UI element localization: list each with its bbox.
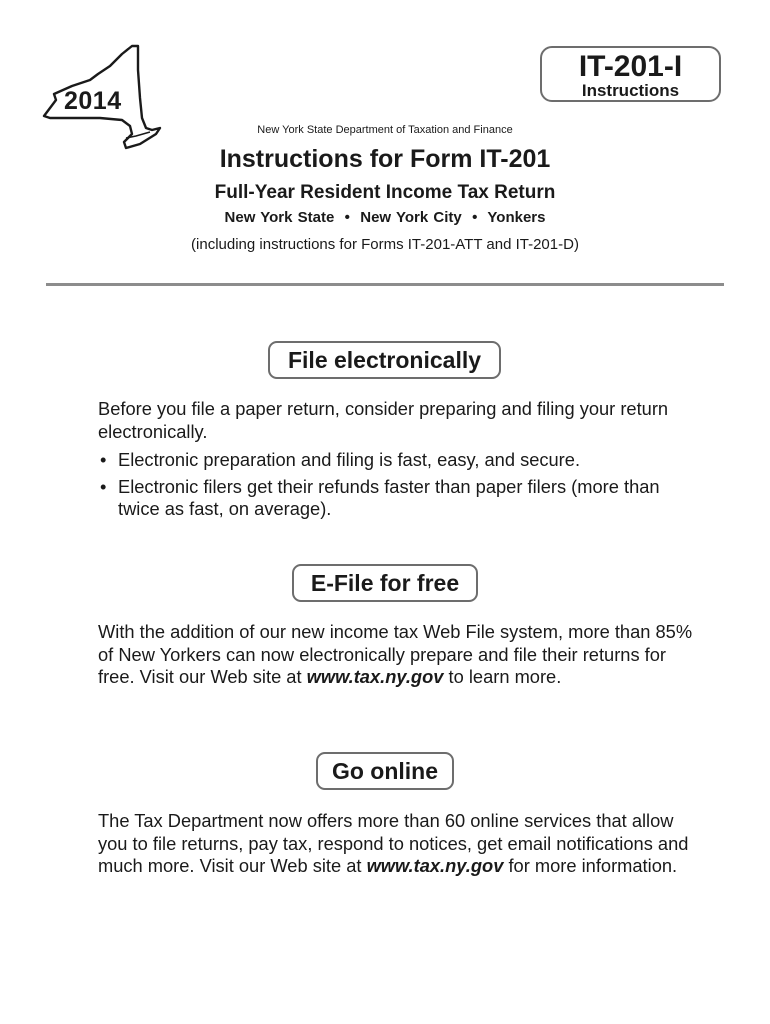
section-heading-file-electronically: File electronically [268, 341, 501, 379]
e-file-text: With the addition of our new income tax Web File system, more than 85% of New Yorkers can now electronically prepare and file their returns for free. Visit our Web site at [98, 621, 693, 687]
form-code-badge [540, 46, 721, 102]
list-item: • Electronic preparation and filing is fast, easy, and secure. [98, 449, 698, 472]
file-electronically-benefits [98, 449, 698, 525]
tax-website-link[interactable]: www.tax.ny.gov [366, 855, 504, 876]
list-item: • Electronic filers get their refunds faster than paper filers (more than twice as fast, on average). [98, 476, 698, 521]
page-subtitle: Full-Year Resident Income Tax Return [214, 182, 556, 203]
jurisdictions-line: New York State • New York City • Yonkers [224, 209, 546, 226]
go-online-text: The Tax Department now offers more than 60 online services that allow you to file returns, pay tax, respond to notices, get email notifications and much more. Visit our Web site at [98, 810, 689, 876]
tax-website-link[interactable]: www.tax.ny.gov [306, 666, 444, 687]
e-file-text-end: to learn more. [443, 666, 562, 687]
included-forms-note: (including instructions for Forms IT-201-ATT and IT-201-D) [191, 236, 579, 253]
go-online-text-end: for more information. [503, 855, 678, 876]
section-heading-go-online: Go online [316, 752, 454, 790]
e-file-paragraph [98, 621, 698, 689]
tax-year: 2014 [64, 87, 122, 115]
section-heading-e-file-for-free: E-File for free [292, 564, 478, 602]
form-code-subtitle: Instructions [581, 81, 680, 100]
file-electronically-intro: Before you file a paper return, consider preparing and filing your return electronically. [98, 398, 669, 442]
form-code: IT-201-I [578, 50, 683, 83]
header-divider [46, 283, 724, 286]
page-title: Instructions for Form IT-201 [219, 145, 551, 173]
go-online-paragraph [98, 810, 698, 878]
agency-name: New York State Department of Taxation and Finance [257, 124, 513, 136]
